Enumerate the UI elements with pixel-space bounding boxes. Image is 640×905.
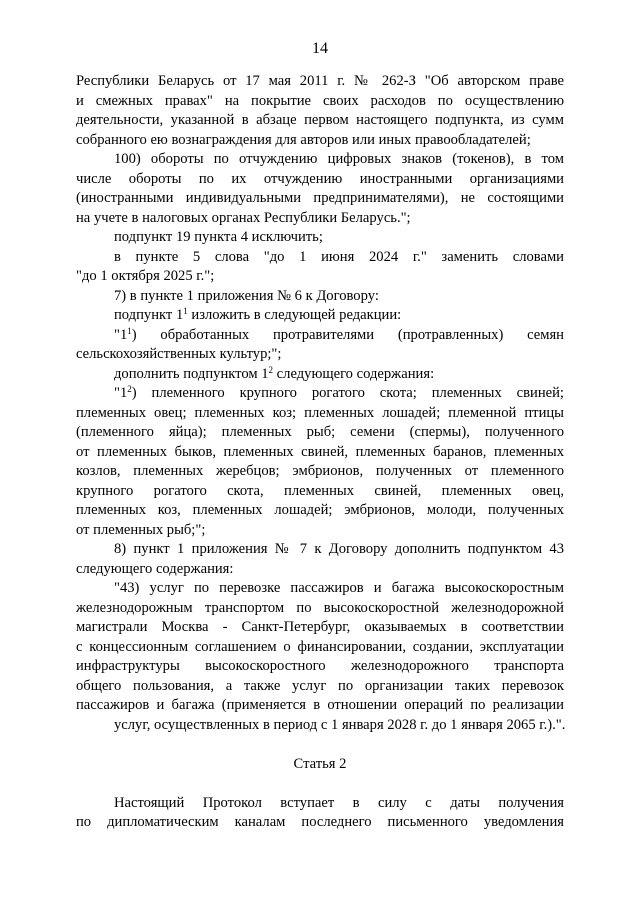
article-heading: Статья 2 xyxy=(293,755,347,772)
text-line: подпункт 19 пункта 4 исключить; xyxy=(114,229,323,245)
text-line: (племенного яйца); племенных рыб; семени (спермы), полученного xyxy=(76,424,564,440)
text-lines xyxy=(76,72,564,735)
superscript: 2 xyxy=(268,364,274,375)
text-line: общего пользования, а также услуг по организации таких перевозок xyxy=(76,677,564,694)
superscript: 2 xyxy=(127,384,132,394)
text-line: и смежных правах" на покрытие своих расходов по осуществлению xyxy=(76,92,564,109)
text-line: козлов, племенных жеребцов; эмбрионов, полученных от племенного xyxy=(76,463,564,479)
text-line: крупного рогатого скота, племенных свиней, племенных овец, xyxy=(76,482,564,499)
text-line: в пункте 5 слова "до 1 июня 2024 г." заменить словами xyxy=(114,248,564,265)
text-line: собранного ею вознаграждения для авторов или иных правообладателей; xyxy=(76,131,531,148)
text-fragment: изложить в следующей редакции: xyxy=(187,307,402,323)
text-fragment: дополнить подпунктом 1 xyxy=(114,365,269,382)
text-fragment: "1 xyxy=(114,385,128,401)
text-line: племенных коз, племенных лошадей; эмбрионов, молоди, полученных xyxy=(76,502,564,518)
text-line: 8) пункт 1 приложения № 7 к Договору дополнить подпунктом 43 xyxy=(114,541,564,557)
text-line: от племенных рыб;"; xyxy=(76,521,206,538)
text-line xyxy=(76,384,564,404)
text-line: инфраструктуры высокоскоростного железнодорожного транспорта xyxy=(76,658,564,674)
text-fragment: ) племенного крупного рогатого скота; племенных свиней; xyxy=(131,385,564,401)
text-fragment: "1 xyxy=(114,326,128,343)
closing-line: Настоящий Протокол вступает в силу с даты получения xyxy=(114,794,564,811)
text-line: числе обороты по их отчуждению иностранными организациями xyxy=(76,170,564,187)
closing-paragraph xyxy=(76,794,564,833)
text-line: "до 1 октября 2025 г."; xyxy=(76,268,215,284)
text-fragment: ) обработанных протравителями (протравленных) семян xyxy=(131,326,564,343)
text-line: (иностранными индивидуальными предпринимателями), не состоящими xyxy=(76,190,564,206)
text-line xyxy=(76,306,564,326)
text-line xyxy=(76,365,564,385)
text-line: деятельности, указанной в абзаце первом настоящего подпункта, из сумм xyxy=(76,112,564,128)
superscript: 1 xyxy=(183,306,188,316)
text-line: следующего содержания: xyxy=(76,560,234,577)
text-line: 100) обороты по отчуждению цифровых знаков (токенов), в том xyxy=(114,151,564,167)
text-line: от племенных быков, племенных свиней, племенных баранов, племенных xyxy=(76,443,564,460)
text-fragment: подпункт 1 xyxy=(114,307,184,323)
blank-line xyxy=(76,735,564,755)
text-line: Республики Беларусь от 17 мая 2011 г. № 262-З "Об авторском праве xyxy=(76,73,564,89)
text-line: магистрали Москва - Санкт-Петербург, оказываемых в соответствии xyxy=(76,619,564,635)
text-line: железнодорожным транспортом по высокоскоростной железнодорожной xyxy=(76,599,564,616)
page-number: 14 xyxy=(312,40,328,57)
text-line xyxy=(76,326,564,346)
text-line: услуг, осуществленных в период с 1 января 2028 г. до 1 января 2065 г.).". xyxy=(114,716,566,733)
text-line: на учете в налоговых органах Республики Беларусь."; xyxy=(76,209,411,226)
text-line: племенных овец; племенных коз; племенных лошадей; племенной птицы xyxy=(76,404,564,421)
blank-line xyxy=(76,774,564,794)
document-body xyxy=(76,72,564,833)
text-line: "43) услуг по перевозке пассажиров и багажа высокоскоростным xyxy=(114,580,564,596)
superscript: 1 xyxy=(127,325,132,336)
closing-line: по дипломатическим каналам последнего письменного уведомления xyxy=(76,814,564,830)
text-line: 7) в пункте 1 приложения № 6 к Договору: xyxy=(114,287,379,304)
text-fragment: следующего содержания: xyxy=(273,365,435,382)
text-line: с концессионным соглашением о финансировании, создании, эксплуатации xyxy=(76,638,564,655)
text-line: пассажиров и багажа (применяется в отношении операций по реализации xyxy=(76,697,564,713)
text-line: сельскохозяйственных культур;"; xyxy=(76,346,282,362)
